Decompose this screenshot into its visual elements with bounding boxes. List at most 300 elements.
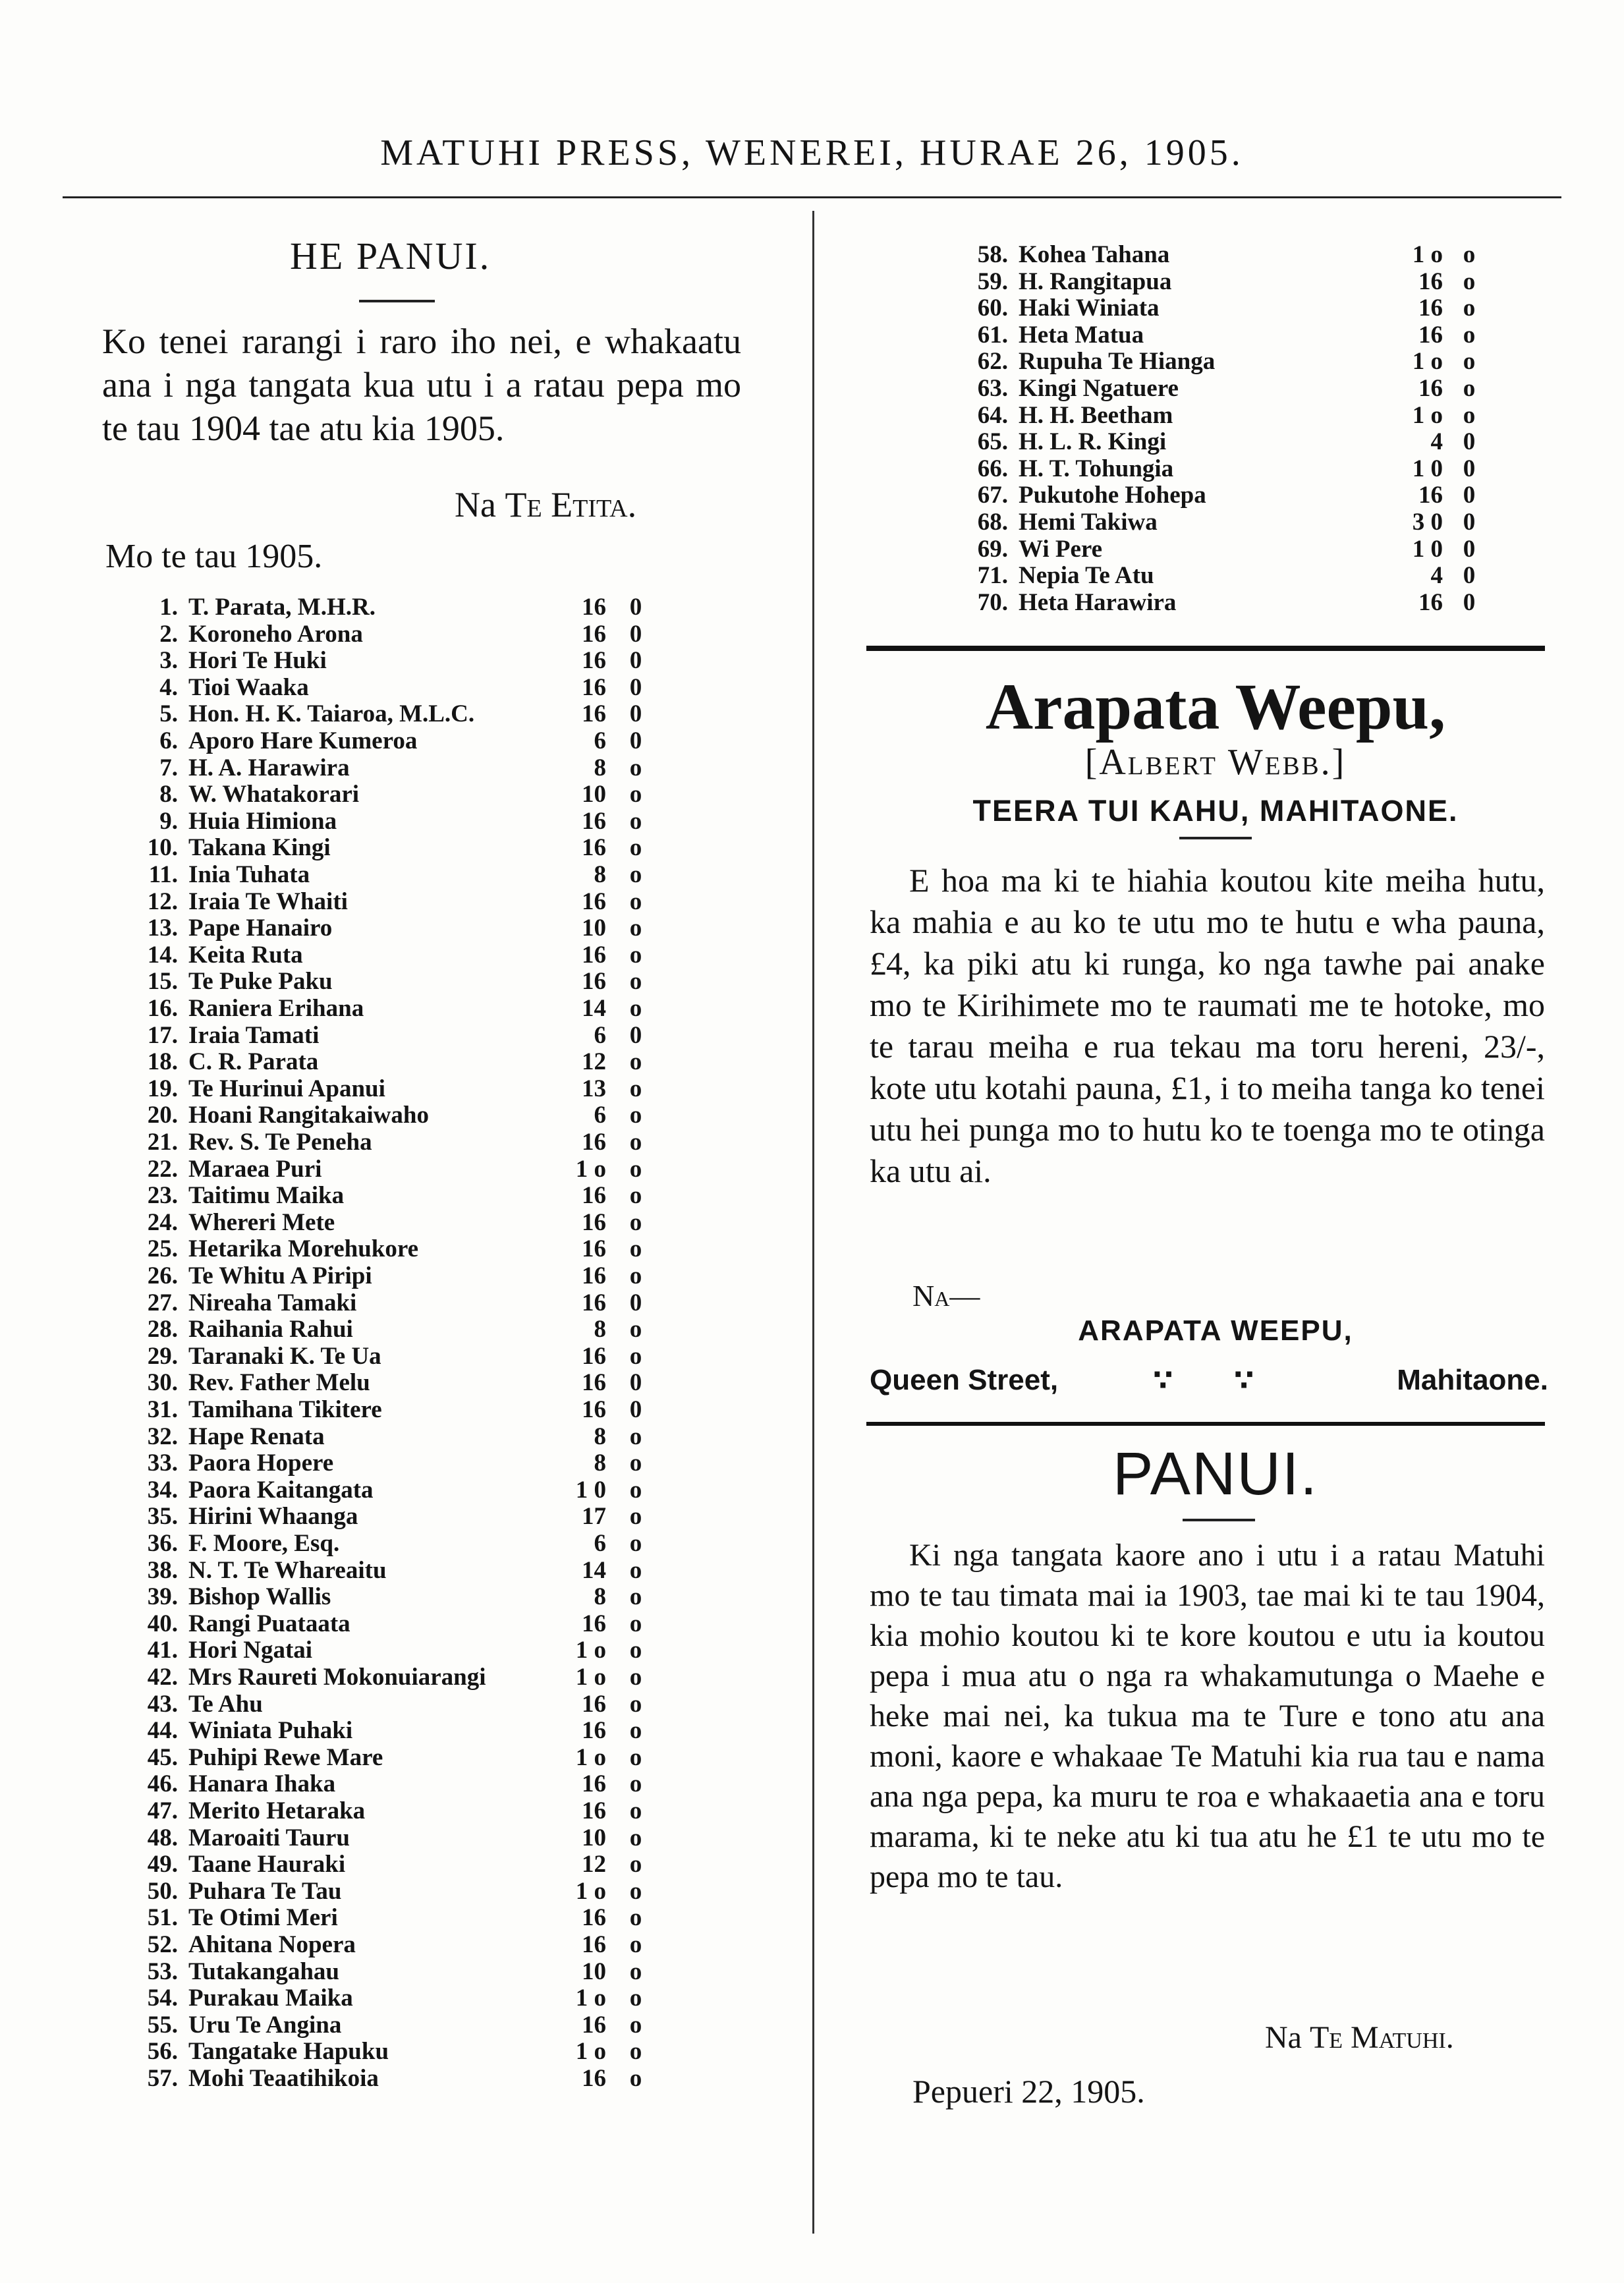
amount-shillings: 4 (1430, 562, 1443, 590)
amount-shillings: 16 (582, 968, 606, 996)
subscriber-row (0, 1743, 791, 1770)
amount-shillings: 16 (582, 1396, 606, 1423)
subscriber-row (0, 268, 1581, 295)
subscriber-name: Hemi Takiwa (1019, 509, 1158, 536)
subscriber-name: H. H. Beetham (1019, 401, 1173, 429)
top-rule (63, 196, 1561, 198)
subscriber-name: Kingi Ngatuere (1019, 375, 1179, 402)
notice-body: Ko tenei rarangi i raro iho nei, e whakaatu ana i nga tangata kua utu i a ratau pepa mo te tau 1904 tae atu kia 1905. (102, 322, 741, 448)
amount-pence: o (629, 1075, 642, 1102)
amount-pence: o (629, 1235, 642, 1263)
address-town: Mahitaone. (1397, 1364, 1548, 1396)
amount-pence: o (1463, 401, 1476, 429)
subscriber-number: 7. (159, 754, 178, 781)
subscriber-row (0, 1877, 791, 1904)
subscriber-row (0, 1903, 791, 1931)
amount-pence: 0 (1463, 588, 1476, 616)
advert-rule (1179, 837, 1252, 839)
subscriber-row (0, 1556, 791, 1583)
amount-shillings: 1 o (1412, 348, 1443, 376)
amount-shillings: 1 o (575, 1155, 606, 1183)
amount-pence: o (629, 1450, 642, 1477)
amount-shillings: 1 o (1412, 241, 1443, 268)
subscriber-row (0, 561, 1581, 588)
subscriber-row (0, 967, 791, 994)
subscriber-row (0, 780, 791, 807)
subscriber-name: Paora Hopere (188, 1450, 334, 1477)
subscriber-name: Maraea Puri (188, 1155, 322, 1183)
subscriber-number: 15. (147, 968, 178, 996)
amount-pence: 0 (629, 1021, 642, 1049)
amount-pence: 0 (629, 1289, 642, 1316)
amount-pence: o (629, 1797, 642, 1824)
subscriber-number: 21. (147, 1129, 178, 1156)
amount-pence: o (629, 1743, 642, 1771)
advert-title: Arapata Weepu, (985, 670, 1446, 743)
subscriber-name: Uru Te Angina (188, 2011, 342, 2039)
amount-pence: o (629, 1770, 642, 1798)
subscriber-number: 28. (147, 1316, 178, 1343)
subscriber-name: W. Whatakorari (188, 781, 360, 808)
amount-shillings: 16 (582, 1262, 606, 1289)
amount-shillings: 16 (582, 1235, 606, 1263)
subscriber-row (0, 455, 1581, 482)
advert-signature: ARAPATA WEEPU, (1078, 1314, 1353, 1347)
amount-shillings: 8 (594, 1450, 606, 1477)
subscriber-row (0, 646, 791, 673)
subscriber-number: 2. (159, 620, 178, 648)
subscriber-number: 67. (977, 482, 1008, 509)
amount-shillings: 16 (1418, 482, 1443, 509)
subscriber-number: 61. (977, 321, 1008, 349)
amount-shillings: 4 (1430, 428, 1443, 456)
amount-shillings: 16 (1418, 321, 1443, 349)
amount-shillings: 16 (582, 1797, 606, 1824)
subscriber-number: 53. (147, 1958, 178, 1985)
subscriber-name: Puhara Te Tau (188, 1877, 342, 1905)
subscriber-number: 9. (159, 807, 178, 835)
amount-pence: o (629, 1717, 642, 1745)
notice-signature: Na Te Etita. (455, 485, 637, 524)
amount-shillings: 1 o (575, 1985, 606, 2012)
amount-pence: 0 (629, 673, 642, 701)
subscriber-number: 39. (147, 1583, 178, 1611)
subscriber-number: 52. (147, 1931, 178, 1958)
subscriber-name: Merito Hetaraka (188, 1797, 366, 1824)
subscriber-number: 8. (159, 781, 178, 808)
amount-shillings: 1 o (575, 2038, 606, 2066)
subscriber-number: 34. (147, 1476, 178, 1504)
subscriber-number: 57. (147, 2065, 178, 2092)
amount-pence: o (629, 2038, 642, 2066)
subscriber-row (0, 347, 1581, 374)
subscriber-row (0, 1583, 791, 1610)
subscriber-number: 42. (147, 1664, 178, 1691)
amount-shillings: 3 0 (1412, 509, 1443, 536)
subscriber-name: Taane Hauraki (188, 1851, 346, 1878)
subscriber-row (0, 1395, 791, 1423)
subscriber-number: 43. (147, 1690, 178, 1718)
amount-shillings: 16 (582, 1931, 606, 1958)
subscriber-row (0, 1716, 791, 1743)
amount-shillings: 6 (594, 1021, 606, 1049)
subscriber-row (0, 1636, 791, 1663)
subscriber-name: Raniera Erihana (188, 995, 364, 1022)
subscriber-row (0, 914, 791, 941)
amount-shillings: 12 (582, 1048, 606, 1076)
subscriber-number: 33. (147, 1450, 178, 1477)
amount-pence: o (629, 1690, 642, 1718)
subscriber-name: Wi Pere (1019, 535, 1103, 563)
subscriber-row (0, 1984, 791, 2011)
subscriber-row (0, 1075, 791, 1102)
amount-pence: 0 (629, 594, 642, 621)
subscriber-row (0, 374, 1581, 401)
subscriber-row (0, 1663, 791, 1690)
amount-shillings: 16 (582, 1690, 606, 1718)
subscriber-row (0, 1048, 791, 1075)
subscriber-number: 22. (147, 1155, 178, 1183)
subscriber-number: 16. (147, 995, 178, 1022)
amount-pence: 0 (1463, 562, 1476, 590)
amount-shillings: 16 (582, 1289, 606, 1316)
subscriber-row (0, 941, 791, 968)
advert-na: Na— (912, 1279, 980, 1312)
subscriber-number: 30. (147, 1369, 178, 1397)
subscriber-name: Rev. S. Te Peneha (188, 1129, 372, 1156)
amount-pence: o (629, 1423, 642, 1450)
subscriber-number: 20. (147, 1102, 178, 1129)
subscriber-row (0, 1824, 791, 1851)
panui-signature: Na Te Matuhi. (1265, 2020, 1454, 2055)
subscriber-name: Hoani Rangitakaiwaho (188, 1102, 429, 1129)
year-label: Mo te tau 1905. (105, 538, 323, 575)
subscriber-row (0, 588, 1581, 615)
subscriber-name: H. T. Tohungia (1019, 455, 1174, 482)
amount-pence: o (629, 915, 642, 942)
amount-shillings: 16 (582, 594, 606, 621)
subscriber-row (0, 1155, 791, 1182)
advert-body: E hoa ma ki te hiahia koutou kite meiha hutu, ka mahia e au ko te utu mo te hutu e wha pauna, £4, ka piki atu ki runga, ko nga tawhe pai anake mo te Kirihimete mo te raumati me te hotoke, mo te tarau meiha e rua tekau ma toru hereni, 23/-, kote utu kotahi pauna, £1, i to meiha tanga ko tenei utu hei punga mo to hutu ko te toenga mo te otinga ka utu ai. (870, 862, 1545, 1189)
amount-pence: 0 (629, 620, 642, 648)
subscriber-number: 4. (159, 673, 178, 701)
subscriber-name: Pukutohe Hohepa (1019, 482, 1206, 509)
subscriber-number: 23. (147, 1182, 178, 1210)
subscriber-row (0, 2064, 791, 2091)
subscriber-name: Rangi Puataata (188, 1610, 350, 1637)
amount-shillings: 16 (582, 1208, 606, 1236)
amount-pence: o (629, 941, 642, 969)
subscriber-name: Koroneho Arona (188, 620, 363, 648)
amount-shillings: 8 (594, 861, 606, 888)
amount-pence: o (629, 1877, 642, 1905)
amount-pence: o (629, 1583, 642, 1611)
subscriber-number: 47. (147, 1797, 178, 1824)
subscriber-number: 71. (977, 562, 1008, 590)
subscriber-number: 17. (147, 1021, 178, 1049)
subscriber-row (0, 240, 1581, 268)
subscriber-name: Inia Tuhata (188, 861, 310, 888)
amount-pence: o (629, 995, 642, 1022)
amount-shillings: 16 (582, 1717, 606, 1745)
subscriber-number: 55. (147, 2011, 178, 2039)
amount-shillings: 1 o (575, 1637, 606, 1664)
subscriber-row (0, 1476, 791, 1503)
advert-tagline: TEERA TUI KAHU, MAHITAONE. (972, 794, 1459, 828)
amount-shillings: 16 (1418, 588, 1443, 616)
amount-shillings: 13 (582, 1075, 606, 1102)
subscriber-name: Mohi Teaatihikoia (188, 2065, 379, 2092)
subscriber-row (0, 1610, 791, 1637)
amount-pence: o (1463, 348, 1476, 376)
amount-pence: o (629, 1931, 642, 1958)
amount-pence: o (629, 1102, 642, 1129)
subscriber-name: Haki Winiata (1019, 295, 1160, 322)
subscriber-row (0, 1235, 791, 1262)
subscriber-name: Hori Te Huki (188, 647, 327, 675)
subscriber-number: 6. (159, 727, 178, 754)
subscriber-name: Tangatake Hapuku (188, 2038, 389, 2066)
amount-pence: o (629, 1637, 642, 1664)
subscriber-row (0, 1289, 791, 1316)
subscriber-number: 68. (977, 509, 1008, 536)
subscriber-number: 25. (147, 1235, 178, 1263)
subscriber-number: 32. (147, 1423, 178, 1450)
amount-pence: 0 (1463, 455, 1476, 482)
subscriber-row (0, 833, 791, 860)
subscriber-number: 58. (977, 241, 1008, 268)
subscriber-row (0, 428, 1581, 455)
subscriber-name: Tutakangahau (188, 1958, 339, 1985)
subscriber-number: 38. (147, 1556, 178, 1584)
subscriber-row (0, 1342, 791, 1369)
amount-shillings: 6 (594, 727, 606, 754)
subscriber-name: F. Moore, Esq. (188, 1530, 340, 1557)
amount-shillings: 16 (1418, 268, 1443, 295)
amount-shillings: 1 o (575, 1877, 606, 1905)
amount-shillings: 16 (582, 700, 606, 728)
subscriber-number: 59. (977, 268, 1008, 295)
amount-pence: o (629, 1851, 642, 1878)
amount-shillings: 1 0 (1412, 535, 1443, 563)
panui-date: Pepueri 22, 1905. (912, 2073, 1145, 2110)
subscriber-row (0, 860, 791, 888)
amount-pence: o (629, 2065, 642, 2092)
amount-shillings: 6 (594, 1102, 606, 1129)
subscriber-name: Kohea Tahana (1019, 241, 1170, 268)
subscriber-name: Hape Renata (188, 1423, 325, 1450)
amount-pence: o (629, 1316, 642, 1343)
subscriber-name: Tioi Waaka (188, 673, 309, 701)
amount-pence: 0 (1463, 535, 1476, 563)
amount-pence: o (629, 1342, 642, 1370)
subscriber-row (0, 673, 791, 700)
amount-pence: 0 (629, 1396, 642, 1423)
subscriber-row (0, 1850, 791, 1877)
subscriber-number: 24. (147, 1208, 178, 1236)
amount-pence: 0 (1463, 509, 1476, 536)
subscriber-number: 26. (147, 1262, 178, 1289)
address-dots: ∵ ∵ (1153, 1365, 1281, 1397)
amount-pence: o (629, 1208, 642, 1236)
subscriber-number: 12. (147, 888, 178, 915)
subscriber-name: Whereri Mete (188, 1208, 335, 1236)
amount-shillings: 14 (582, 995, 606, 1022)
subscriber-row (0, 2037, 791, 2064)
amount-shillings: 16 (582, 2011, 606, 2039)
subscriber-row (0, 994, 791, 1021)
amount-shillings: 10 (582, 1824, 606, 1851)
subscriber-name: Hon. H. K. Taiaroa, M.L.C. (188, 700, 475, 728)
amount-pence: 0 (1463, 482, 1476, 509)
subscriber-row (0, 401, 1581, 428)
subscriber-name: Rev. Father Melu (188, 1369, 370, 1397)
section-rule (866, 646, 1545, 651)
he-panui-title: HE PANUI. (290, 235, 491, 277)
subscriber-row (0, 1423, 791, 1450)
subscriber-number: 54. (147, 1985, 178, 2012)
subscriber-number: 50. (147, 1877, 178, 1905)
subscriber-number: 66. (977, 455, 1008, 482)
subscriber-row (0, 535, 1581, 562)
amount-shillings: 10 (582, 915, 606, 942)
subscriber-row (0, 754, 791, 781)
subscriber-row (0, 700, 791, 727)
subscriber-number: 27. (147, 1289, 178, 1316)
subscriber-name: Huia Himiona (188, 807, 337, 835)
amount-shillings: 16 (582, 647, 606, 675)
subscriber-number: 70. (977, 588, 1008, 616)
subscriber-name: C. R. Parata (188, 1048, 319, 1076)
subscriber-row (0, 508, 1581, 535)
subscriber-name: H. L. R. Kingi (1019, 428, 1167, 456)
subscriber-number: 64. (977, 401, 1008, 429)
amount-pence: o (629, 1476, 642, 1504)
subscriber-number: 48. (147, 1824, 178, 1851)
subscriber-row (0, 1797, 791, 1824)
amount-pence: o (1463, 375, 1476, 402)
subscriber-name: Iraia Tamati (188, 1021, 320, 1049)
amount-pence: o (629, 968, 642, 996)
subscriber-number: 10. (147, 834, 178, 862)
amount-pence: 0 (629, 1369, 642, 1397)
amount-pence: o (629, 754, 642, 781)
amount-pence: o (629, 1182, 642, 1210)
amount-pence: o (629, 1048, 642, 1076)
subscriber-name: T. Parata, M.H.R. (188, 594, 376, 621)
amount-shillings: 16 (582, 807, 606, 835)
subscriber-row (0, 1368, 791, 1395)
subscriber-number: 14. (147, 941, 178, 969)
amount-shillings: 16 (582, 888, 606, 915)
amount-pence: o (1463, 268, 1476, 295)
amount-shillings: 1 0 (575, 1476, 606, 1504)
subscriber-number: 13. (147, 915, 178, 942)
address-street: Queen Street, (870, 1364, 1059, 1396)
subscriber-row (0, 294, 1581, 321)
advert-subtitle: [Albert Webb.] (1084, 742, 1347, 783)
amount-shillings: 1 o (1412, 401, 1443, 429)
amount-pence: o (1463, 321, 1476, 349)
subscriber-row (0, 1529, 791, 1556)
subscriber-row (0, 1690, 791, 1717)
subscriber-row (0, 1931, 791, 1958)
subscriber-number: 36. (147, 1530, 178, 1557)
subscriber-row (0, 727, 791, 754)
subscriber-row (0, 321, 1581, 348)
amount-shillings: 16 (582, 1129, 606, 1156)
subscriber-name: Winiata Puhaki (188, 1717, 353, 1745)
subscriber-row (0, 1021, 791, 1048)
subscriber-row (0, 620, 791, 647)
amount-pence: o (629, 807, 642, 835)
amount-shillings: 1 o (575, 1664, 606, 1691)
subscriber-name: Hori Ngatai (188, 1637, 313, 1664)
amount-shillings: 16 (1418, 295, 1443, 322)
subscriber-name: Hanara Ihaka (188, 1770, 336, 1798)
amount-shillings: 1 0 (1412, 455, 1443, 482)
amount-shillings: 12 (582, 1851, 606, 1878)
subscriber-number: 31. (147, 1396, 178, 1423)
amount-shillings: 16 (582, 1342, 606, 1370)
amount-shillings: 16 (582, 1369, 606, 1397)
amount-pence: o (1463, 295, 1476, 322)
amount-shillings: 8 (594, 1423, 606, 1450)
amount-pence: o (629, 1155, 642, 1183)
amount-shillings: 8 (594, 1583, 606, 1611)
section-rule-2 (866, 1422, 1545, 1426)
subscriber-number: 65. (977, 428, 1008, 456)
subscriber-name: Taranaki K. Te Ua (188, 1342, 381, 1370)
amount-pence: o (629, 781, 642, 808)
amount-pence: o (629, 861, 642, 888)
subscriber-name: Aporo Hare Kumeroa (188, 727, 418, 754)
subscriber-row (0, 1128, 791, 1155)
amount-shillings: 16 (582, 2065, 606, 2092)
amount-shillings: 8 (594, 754, 606, 781)
subscriber-row (0, 1502, 791, 1529)
amount-pence: o (629, 1904, 642, 1932)
subscriber-number: 63. (977, 375, 1008, 402)
amount-shillings: 16 (582, 941, 606, 969)
subscriber-number: 11. (148, 861, 178, 888)
amount-pence: o (1463, 241, 1476, 268)
amount-pence: o (629, 1530, 642, 1557)
subscriber-row (0, 1958, 791, 1985)
amount-shillings: 16 (582, 1182, 606, 1210)
subscriber-name: Maroaiti Tauru (188, 1824, 350, 1851)
subscriber-row (0, 1181, 791, 1208)
amount-pence: o (629, 1824, 642, 1851)
subscriber-row (0, 2011, 791, 2038)
amount-pence: 0 (629, 727, 642, 754)
subscriber-name: Nepia Te Atu (1019, 562, 1154, 590)
subscriber-name: Hirini Whaanga (188, 1503, 358, 1531)
amount-pence: 0 (629, 700, 642, 728)
subscriber-row (0, 1315, 791, 1342)
subscriber-number: 46. (147, 1770, 178, 1798)
subscriber-name: Bishop Wallis (188, 1583, 331, 1611)
subscriber-number: 5. (159, 700, 178, 728)
amount-shillings: 16 (582, 620, 606, 648)
subscriber-name: Pape Hanairo (188, 915, 333, 942)
amount-shillings: 16 (1418, 375, 1443, 402)
masthead: MATUHI PRESS, WENEREI, HURAE 26, 1905. (380, 132, 1244, 173)
amount-pence: o (629, 1610, 642, 1637)
amount-shillings: 1 o (575, 1743, 606, 1771)
subscriber-number: 41. (147, 1637, 178, 1664)
subscriber-number: 62. (977, 348, 1008, 376)
